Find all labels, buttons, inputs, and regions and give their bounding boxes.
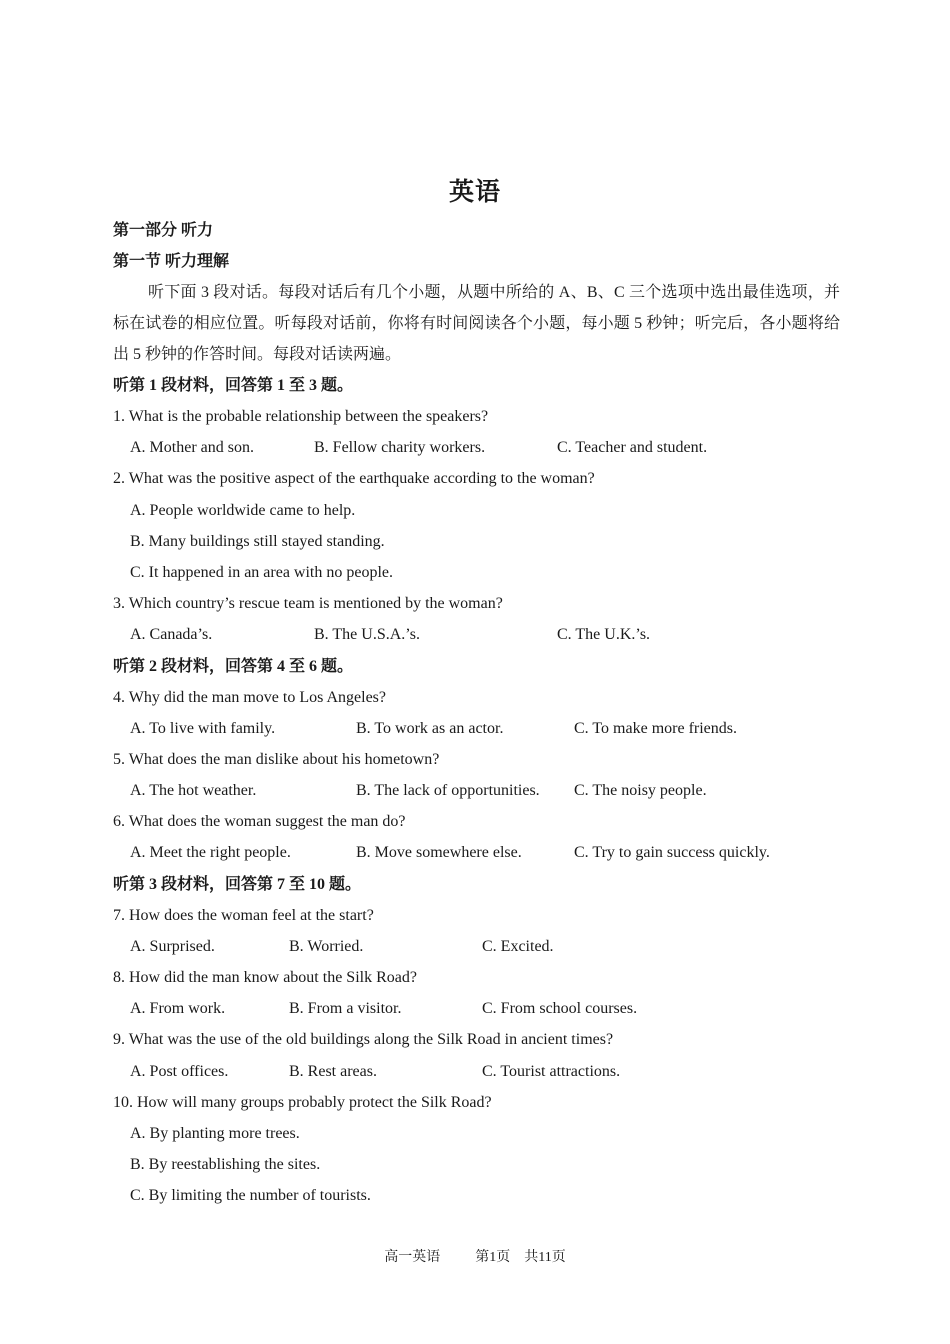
option-row	[113, 713, 840, 744]
part-heading: 第一部分 听力	[113, 222, 214, 239]
footer-subject: 高一英语	[384, 1250, 441, 1265]
option-a: A. To live with family.	[130, 719, 276, 737]
option-b: B. Rest areas.	[289, 1062, 377, 1080]
option-row	[113, 432, 840, 463]
option-b: B. Move somewhere else.	[356, 844, 522, 862]
option-a: A. Canada’s.	[130, 626, 213, 644]
option-a: A. From work.	[130, 1000, 226, 1018]
footer-page-number: 第1页	[475, 1250, 511, 1265]
option-b: B. From a visitor.	[289, 1000, 402, 1018]
question: 5. What does the man dislike about his hometown?	[113, 750, 440, 768]
group-heading: 听第 3 段材料，回答第 7 至 10 题。	[113, 875, 362, 893]
option-c: C. Teacher and student.	[557, 439, 708, 457]
option-row	[113, 619, 840, 650]
option-c: C. The U.K.’s.	[557, 626, 651, 644]
option-row	[113, 993, 840, 1024]
question: 1. What is the probable relationship between the speakers?	[113, 408, 489, 425]
option-row	[113, 775, 840, 806]
option-c: C. It happened in an area with no people.	[130, 563, 394, 581]
option-c: C. Tourist attractions.	[482, 1062, 621, 1080]
option-b: B. By reestablishing the sites.	[130, 1156, 321, 1174]
question: 3. Which country’s rescue team is mentioned by the woman?	[113, 595, 503, 613]
option-a: A. Meet the right people.	[130, 844, 291, 862]
option-b: B. Many buildings still stayed standing.	[130, 532, 385, 550]
option-a: A. Surprised.	[130, 937, 215, 955]
option-c: C. Excited.	[482, 937, 554, 955]
option-row	[113, 931, 840, 962]
option-c: C. Try to gain success quickly.	[574, 844, 770, 862]
question: 9. What was the use of the old buildings along the Silk Road in ancient times?	[113, 1031, 614, 1049]
option-c: C. From school courses.	[482, 1000, 638, 1018]
option-c: C. The noisy people.	[574, 782, 707, 800]
question: 7. How does the woman feel at the start?	[113, 906, 374, 924]
option-a: A. The hot weather.	[130, 782, 257, 800]
option-b: B. To work as an actor.	[356, 719, 504, 737]
footer-total-pages: 共11页	[524, 1250, 566, 1265]
question: 6. What does the woman suggest the man do?	[113, 813, 406, 831]
option-a: A. By planting more trees.	[130, 1124, 300, 1142]
option-row	[113, 1056, 840, 1087]
option-c: C. By limiting the number of tourists.	[130, 1187, 371, 1205]
option-b: B. The lack of opportunities.	[356, 782, 540, 800]
group-heading: 听第 2 段材料，回答第 4 至 6 题。	[113, 657, 354, 675]
option-row	[113, 837, 840, 868]
option-b: B. Worried.	[289, 937, 364, 955]
exam-content	[113, 215, 840, 1212]
option-b: B. The U.S.A.’s.	[314, 626, 420, 644]
option-a: A. Post offices.	[130, 1062, 229, 1080]
option-a: A. People worldwide came to help.	[130, 501, 356, 519]
question: 2. What was the positive aspect of the earthquake according to the woman?	[113, 470, 595, 488]
option-a: A. Mother and son.	[130, 439, 254, 457]
question: 4. Why did the man move to Los Angeles?	[113, 688, 386, 706]
question: 8. How did the man know about the Silk Road?	[113, 969, 417, 986]
option-b: B. Fellow charity workers.	[314, 439, 486, 457]
question: 10. How will many groups probably protect the Silk Road?	[113, 1093, 492, 1111]
instructions: 听下面 3 段对话。每段对话后有几个小题，从题中所给的 A、B、C 三个选项中选出最佳选项，并标在试卷的相应位置。听每段对话前，你将有时间阅读各个小题，每小题 5 秒钟；听完后，各小题将给出 5 秒钟的作答时间。每段对话读两遍。	[113, 284, 840, 363]
page-footer	[0, 1246, 950, 1266]
section-heading: 第一节 听力理解	[113, 253, 230, 270]
page-title: 英语	[448, 179, 501, 206]
group-heading: 听第 1 段材料，回答第 1 至 3 题。	[113, 377, 354, 394]
option-c: C. To make more friends.	[574, 719, 737, 737]
